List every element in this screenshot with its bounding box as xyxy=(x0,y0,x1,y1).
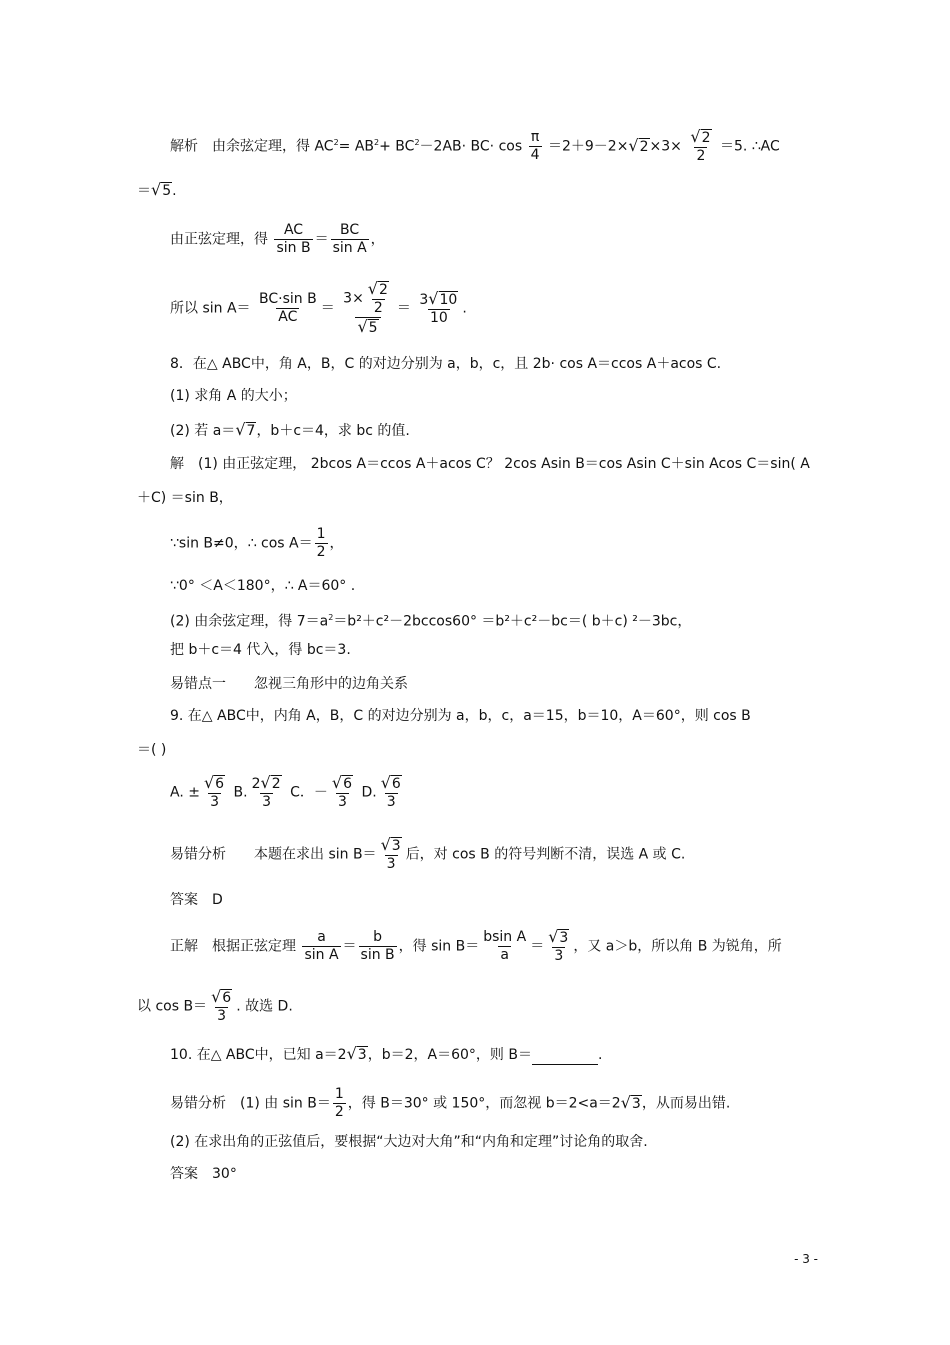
radicand: 3 xyxy=(559,930,569,946)
radicand: 2 xyxy=(639,138,649,155)
text: ＝ xyxy=(396,300,411,317)
solution-line-1 xyxy=(170,128,780,165)
radicand: 5 xyxy=(162,183,172,199)
text: 后，对 cos B 的符号判断不清，误选 A 或 C. xyxy=(405,846,686,863)
sqrt: √7 xyxy=(235,420,256,439)
solution-8-line-5: (2) 由余弦定理，得 $7=a^2=b^2+c^2-2bccos60^\circ =b^2+c^2-bc=$( b＋c) ²－3bc， xyxy=(170,613,692,630)
num: 1 xyxy=(334,1086,344,1102)
text: + BC xyxy=(379,138,415,155)
text: －2AB· BC· cos xyxy=(419,138,523,155)
radicand: 2 xyxy=(379,282,388,298)
text: ，从而易出错. xyxy=(641,1095,731,1112)
num: 1 xyxy=(316,526,326,542)
solution-line-3 xyxy=(170,222,385,257)
radicand: 5 xyxy=(368,320,378,336)
text: ＝ xyxy=(342,938,357,955)
text: 3 xyxy=(419,292,429,308)
question-8-part-1: (1) 求角 A 的大小； xyxy=(170,388,297,404)
exp: 2 xyxy=(333,137,339,147)
answer-9: 答案 D xyxy=(170,892,223,908)
text: ＝5. ∴AC xyxy=(719,138,780,155)
question-8-part-2 xyxy=(170,420,410,441)
text: ，b＋c＝4，求 bc 的值. xyxy=(256,423,410,439)
den: 3 xyxy=(386,794,396,810)
fraction xyxy=(257,291,319,326)
den: 10 xyxy=(429,310,448,326)
radicand: 3 xyxy=(631,1095,641,1112)
den: 3 xyxy=(262,794,272,810)
den: 2 xyxy=(696,148,706,164)
text: 解析 由余弦定理，得 AC xyxy=(170,138,334,155)
radicand: 6 xyxy=(343,776,353,792)
fraction xyxy=(274,222,312,257)
den: 2 xyxy=(373,300,383,316)
option-d-label: D. xyxy=(361,784,377,801)
den: a xyxy=(500,947,510,963)
exp: 2 xyxy=(414,137,420,147)
exp: 2 xyxy=(374,137,380,147)
text: ， xyxy=(329,535,344,552)
text: 易错分析 本题在求出 sin B＝ xyxy=(170,846,377,863)
text: 易错分析 (1) 由 sin B＝ xyxy=(170,1095,331,1112)
text: ＝ xyxy=(530,938,545,955)
page-number: - 3 - xyxy=(794,1252,818,1266)
correct-solution-9-cont xyxy=(137,988,293,1025)
text: ＝ xyxy=(314,231,329,248)
fraction xyxy=(315,526,328,561)
den: sin A xyxy=(304,947,339,963)
text: ∵sin B≠0，∴ cos A＝ xyxy=(170,535,313,552)
fraction: $\frac{2√2}{3}$ xyxy=(251,773,281,810)
num: √2 xyxy=(690,127,711,146)
den: sin A xyxy=(332,240,367,256)
option-a-label: A. ± xyxy=(170,784,200,801)
den: 4 xyxy=(530,147,540,163)
sqrt: √5 xyxy=(151,180,172,199)
num: a xyxy=(317,929,326,945)
question-9-options xyxy=(170,774,406,811)
text: = AB xyxy=(338,138,375,155)
text: 正解 根据正弦定理 xyxy=(170,938,296,955)
num xyxy=(341,280,395,317)
text: 以 cos B＝ xyxy=(137,998,208,1015)
num: BC·sin B xyxy=(259,291,317,307)
question-9-cont: ＝( ) xyxy=(137,742,167,758)
num: 3√10 xyxy=(419,289,458,308)
text: . xyxy=(172,183,177,199)
fraction: $\frac{√6}{3}$ xyxy=(203,773,225,810)
fraction xyxy=(529,129,542,164)
fraction xyxy=(481,929,528,964)
radicand: 7 xyxy=(246,423,256,439)
radicand: 3 xyxy=(357,1047,367,1063)
text: 所以 sin A＝ xyxy=(170,300,251,317)
error-point-heading: 易错点一 忽视三角形中的边角关系 xyxy=(170,676,408,692)
den: sin B xyxy=(360,947,395,963)
text: 2 xyxy=(251,776,261,792)
solution-8-line-6: 把 b＋c＝4 代入，得 bc＝3. xyxy=(170,642,351,658)
den: sin B xyxy=(276,240,311,256)
sqrt: √2 xyxy=(628,135,649,155)
radicand: 6 xyxy=(391,776,401,792)
num: b xyxy=(373,929,383,945)
radicand: 2 xyxy=(271,776,281,792)
text: ， xyxy=(370,231,385,248)
text: ，b＝2，A＝60°，则 B＝ xyxy=(367,1047,532,1063)
text: . xyxy=(597,1047,603,1063)
error-analysis-9 xyxy=(170,836,685,873)
error-analysis-10-part-2: (2) 在求出角的正弦值后，要根据“大边对大角”和“内角和定理”讨论角的取舍. xyxy=(170,1134,648,1150)
den: 3 xyxy=(210,794,219,810)
text: 10. 在△ ABC中，已知 a＝2 xyxy=(170,1047,347,1063)
text: ×3× xyxy=(649,138,682,155)
fraction: $\frac{√6}{3}$ xyxy=(211,987,232,1024)
text: ，得 B＝30° 或 150°，而忽视 b＝2<a＝2 xyxy=(347,1095,621,1112)
radicand: 6 xyxy=(215,776,225,792)
solution-8-line-4: ∵0° ＜A＜180°，∴ A＝60° . xyxy=(170,578,356,594)
fraction xyxy=(688,128,713,165)
text: (2) 若 a＝ xyxy=(170,423,236,439)
question-10 xyxy=(170,1044,602,1065)
radicand: 3 xyxy=(391,838,401,854)
num: AC xyxy=(283,222,304,238)
text: . 故选 D. xyxy=(236,998,293,1015)
den: 3 xyxy=(554,948,564,964)
fraction: $\frac{√2}{2}$ xyxy=(367,279,388,316)
question-8: 8．在△ ABC中，角 A，B，C 的对边分别为 a，b，c，且 2b· cos A＝ccos A＋acos C. xyxy=(170,356,722,372)
fraction: $\frac{√3}{3}$ xyxy=(380,835,401,872)
den: AC xyxy=(278,309,298,325)
radicand: 10 xyxy=(439,292,458,308)
option-b-label: B. xyxy=(233,784,248,801)
text: ＝ xyxy=(137,183,151,199)
num: bsin A xyxy=(483,929,527,945)
den: 3 xyxy=(217,1008,227,1024)
radicand: 6 xyxy=(222,990,232,1006)
den: 3 xyxy=(337,794,347,810)
den: 3 xyxy=(386,856,396,872)
fraction xyxy=(333,1086,346,1121)
solution-line-2 xyxy=(137,180,177,201)
correct-solution-9 xyxy=(170,928,782,965)
solution-8-line-1: 解 (1) 由正弦定理， 2bcos A＝ccos A＋acos C？ 2cos Asin B＝cos Asin C＋sin Acos C＝sin( A xyxy=(170,456,810,472)
fraction xyxy=(417,290,460,327)
text: ＝b²＋c²－2bccos60° ＝b²＋c²－bc＝( b＋c) ²－3bc， xyxy=(333,613,692,630)
fraction xyxy=(359,929,397,964)
text: 由正弦定理，得 xyxy=(170,231,268,248)
fraction xyxy=(331,222,369,257)
solution-8-line-2: ＋C) ＝sin B， xyxy=(137,490,233,506)
sqrt: √3 xyxy=(620,1092,641,1112)
solution-8-line-3 xyxy=(170,526,344,561)
solution-line-4 xyxy=(170,280,467,337)
sqrt: √3 xyxy=(346,1044,367,1063)
den: 2 xyxy=(316,544,326,560)
text: ＝ xyxy=(320,300,335,317)
question-9: 9. 在△ ABC中，内角 A，B，C 的对边分别为 a，b，c，a＝15，b＝10，A＝60°，则 cos B xyxy=(170,708,751,724)
answer-10: 答案 30° xyxy=(170,1166,237,1182)
num: π xyxy=(530,129,540,145)
fraction xyxy=(302,929,340,964)
fraction xyxy=(341,280,395,337)
error-analysis-10 xyxy=(170,1086,730,1121)
fraction: $\frac{√6}{3}$ xyxy=(380,773,401,810)
text: ，得 sin B＝ xyxy=(398,938,480,955)
answer-blank xyxy=(532,1050,598,1065)
den: √5 xyxy=(355,317,380,337)
text: . xyxy=(462,300,467,317)
text: 3× xyxy=(343,290,364,307)
fraction: $\frac{√3}{3}$ xyxy=(548,927,569,964)
text: ，又 a＞b，所以角 B 为锐角，所 xyxy=(573,938,782,955)
text: ＝2＋9－2× xyxy=(547,138,629,155)
fraction: $\frac{√6}{3}$ xyxy=(331,773,353,810)
num: BC xyxy=(340,222,360,238)
den: 2 xyxy=(334,1104,344,1120)
radicand: 2 xyxy=(701,130,711,146)
option-c-label: C．－ xyxy=(290,784,328,801)
text: (2) 由余弦定理，得 7＝a xyxy=(170,613,329,630)
